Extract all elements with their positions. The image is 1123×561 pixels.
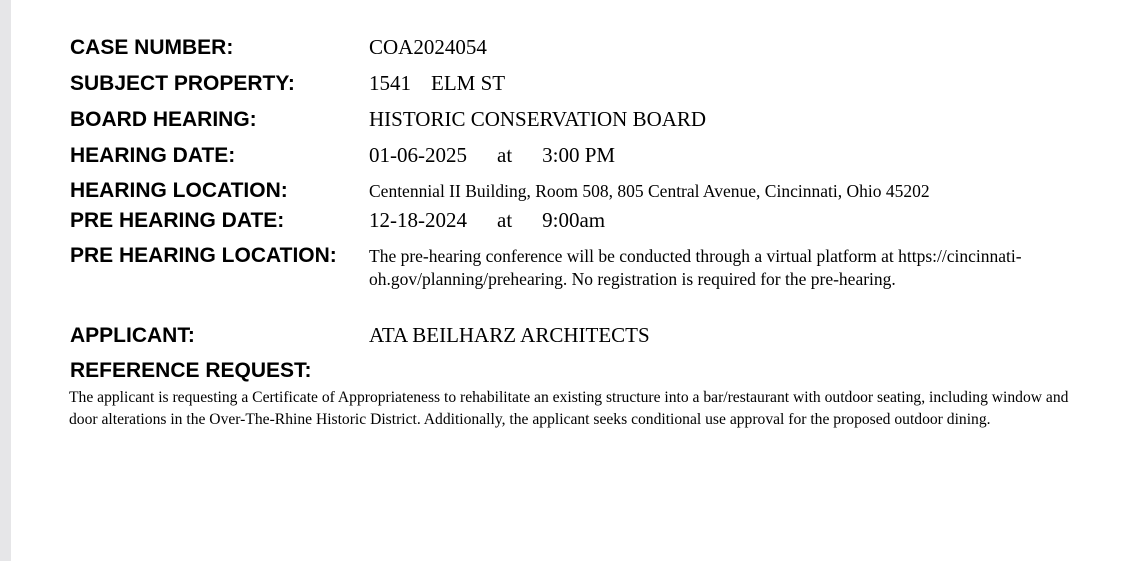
pre-hearing-time: 9:00am <box>542 208 606 232</box>
pre-hearing-location-value: The pre-hearing conference will be conducted through a virtual platform at https://cincinnati-oh.gov/planning/prehearing. No registration is required for the pre-hearing. <box>369 246 1022 289</box>
page-edge-bar <box>0 0 11 561</box>
applicant-value: ATA BEILHARZ ARCHITECTS <box>369 323 650 347</box>
pre-hearing-date-label: PRE HEARING DATE: <box>70 209 285 232</box>
case-number-value: COA2024054 <box>369 35 487 59</box>
hearing-at: at <box>497 143 513 167</box>
hearing-date-value <box>369 145 615 166</box>
hearing-location-value: Centennial II Building, Room 508, 805 Central Avenue, Cincinnati, Ohio 45202 <box>369 181 930 201</box>
pre-hearing-date: 12-18-2024 <box>369 208 467 232</box>
hearing-date-label: HEARING DATE: <box>70 144 236 167</box>
case-number-label: CASE NUMBER: <box>70 36 234 59</box>
board-hearing-label: BOARD HEARING: <box>70 108 257 131</box>
pre-hearing-location-label: PRE HEARING LOCATION: <box>70 244 337 267</box>
property-street: ELM ST <box>431 71 506 95</box>
hearing-time: 3:00 PM <box>542 143 616 167</box>
subject-property-value <box>369 73 505 94</box>
applicant-label: APPLICANT: <box>70 324 195 347</box>
board-hearing-value: HISTORIC CONSERVATION BOARD <box>369 107 707 131</box>
reference-request-value: The applicant is requesting a Certificate of Appropriateness to rehabilitate an existing structure into a bar/restaurant with outdoor seating, including window and door alterations in the Over-The-Rhine Historic District. Additionally, the applicant seeks conditional use approval for the proposed outdoor dining. <box>69 389 1069 428</box>
hearing-location-label: HEARING LOCATION: <box>70 179 288 202</box>
hearing-date: 01-06-2025 <box>369 143 467 167</box>
pre-hearing-date-value <box>369 210 605 231</box>
pre-hearing-at: at <box>497 208 513 232</box>
subject-property-label: SUBJECT PROPERTY: <box>70 72 295 95</box>
reference-request-label: REFERENCE REQUEST: <box>70 359 312 382</box>
property-number: 1541 <box>369 71 411 95</box>
